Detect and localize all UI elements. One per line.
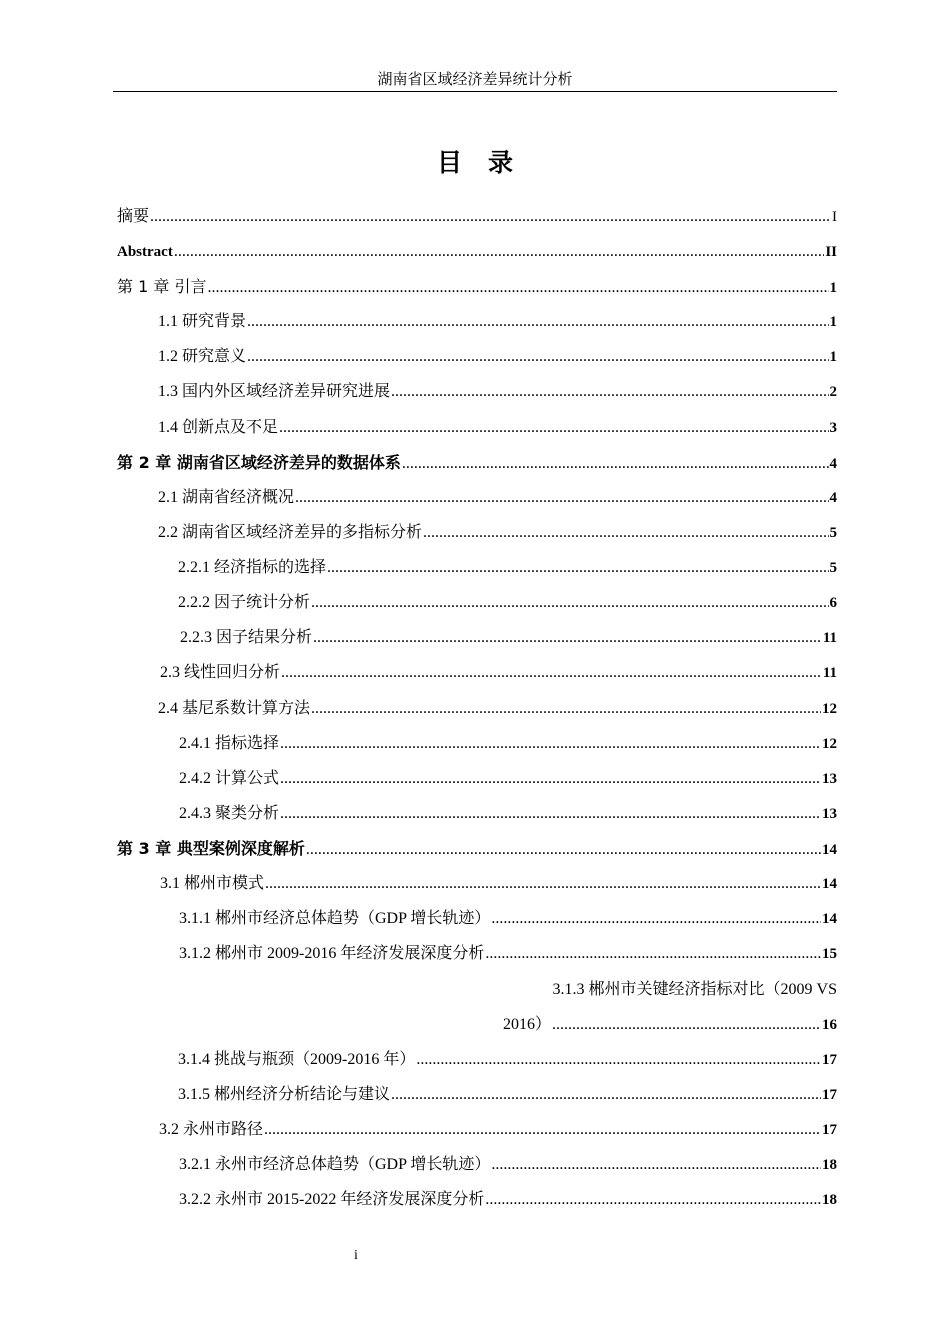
toc-entry-2-2-1[interactable] [178, 558, 837, 578]
toc-entry-1-4[interactable] [158, 418, 837, 438]
toc-entry-page: 5 [829, 525, 837, 541]
toc-entry-2-4-3[interactable] [179, 804, 837, 824]
toc-entry-label: 2.4.1 指标选择 [179, 735, 280, 752]
toc-entry-label: 3.1 郴州市模式 [160, 875, 265, 892]
toc-entry-3-2[interactable] [159, 1120, 837, 1140]
toc-entry-page: 4 [829, 490, 837, 506]
toc-entry-3-1-4[interactable] [178, 1050, 837, 1070]
toc-entry-page: 12 [822, 736, 837, 752]
toc-entry-page: 16 [822, 1017, 837, 1033]
toc-entry-label: 摘要 [117, 206, 150, 225]
toc-entry-label: 3.1.4 挑战与瓶颈（2009-2016 年） [178, 1051, 416, 1068]
toc-entry-page: 14 [822, 876, 837, 892]
toc-entry-page: 14 [822, 911, 837, 927]
toc-entry-page: 13 [822, 771, 837, 787]
toc-leader-dots [311, 593, 828, 613]
toc-leader-dots [391, 1085, 821, 1105]
toc-entry-page: 13 [822, 806, 837, 822]
toc-entry-3-2-2[interactable] [179, 1190, 837, 1210]
toc-leader-dots [265, 874, 821, 894]
toc-entry-chapter-3[interactable] [117, 839, 837, 860]
toc-entry-page: 18 [822, 1192, 837, 1208]
toc-entry-3-2-1[interactable] [179, 1155, 837, 1175]
toc-entry-page: 1 [829, 349, 837, 365]
toc-leader-dots [174, 242, 824, 262]
toc-leader-dots [391, 382, 828, 402]
toc-entry-page: 6 [829, 595, 837, 611]
toc-entry-3-1-1[interactable] [179, 909, 837, 929]
toc-entry-label: 2.4.3 聚类分析 [179, 805, 280, 822]
toc-entry-3-1-3-line1[interactable]: 3.1.3 郴州市关键经济指标对比（2009 VS [552, 981, 837, 998]
toc-entry-page: 14 [822, 842, 837, 858]
toc-entry-2-1[interactable] [158, 488, 837, 508]
toc-leader-dots [491, 909, 821, 929]
toc-leader-dots [552, 1015, 821, 1035]
toc-entry-abstract-en[interactable] [117, 242, 837, 262]
toc-entry-label: 2.4.2 计算公式 [179, 770, 280, 787]
toc-entry-2-2[interactable] [158, 523, 837, 543]
toc-leader-dots [280, 804, 821, 824]
toc-entry-chapter-1[interactable] [117, 277, 837, 298]
toc-entry-page: 12 [822, 701, 837, 717]
toc-leader-dots [281, 663, 822, 683]
toc-leader-dots [402, 454, 829, 474]
toc-entry-label: Abstract [117, 244, 173, 260]
toc-entry-abstract-cn[interactable] [117, 206, 837, 227]
toc-title: 目录 [436, 148, 539, 177]
toc-entry-3-1-5[interactable] [178, 1085, 837, 1105]
toc-leader-dots [485, 1190, 821, 1210]
page-number: i [354, 1248, 358, 1263]
toc-entry-2-3[interactable] [160, 663, 837, 683]
toc-entry-page: I [832, 209, 837, 225]
toc-entry-3-1-2[interactable] [179, 944, 837, 964]
toc-entry-label: 3.1.5 郴州经济分析结论与建议 [178, 1086, 391, 1103]
toc-entry-label: 2.3 线性回归分析 [160, 664, 281, 681]
toc-leader-dots [279, 418, 828, 438]
toc-entry-page: 17 [822, 1087, 837, 1103]
toc-entry-1-1[interactable] [158, 312, 837, 332]
toc-entry-page: 5 [829, 560, 837, 576]
toc-entry-label: 3.2 永州市路径 [159, 1121, 264, 1138]
toc-leader-dots [150, 207, 831, 227]
toc-leader-dots [207, 278, 828, 298]
toc-entry-page: 2 [829, 384, 837, 400]
toc-entry-label: 1.3 国内外区域经济差异研究进展 [158, 383, 391, 400]
toc-entry-3-1-3[interactable] [503, 1015, 837, 1035]
toc-leader-dots [247, 312, 828, 332]
toc-leader-dots [311, 699, 821, 719]
toc-entry-page: 4 [829, 456, 837, 472]
toc-entry-3-1[interactable] [160, 874, 837, 894]
toc-entry-label: 3.2.2 永州市 2015-2022 年经济发展深度分析 [179, 1191, 485, 1208]
toc-entry-page: 18 [822, 1157, 837, 1173]
toc-entry-page: 3 [829, 420, 837, 436]
toc-entry-page: 1 [829, 280, 837, 296]
toc-entry-label: 3.1.2 郴州市 2009-2016 年经济发展深度分析 [179, 945, 485, 962]
toc-entry-2-2-2[interactable] [178, 593, 837, 613]
toc-entry-1-3[interactable] [158, 382, 837, 402]
toc-entry-page: 11 [822, 665, 837, 681]
toc-leader-dots [280, 769, 821, 789]
toc-leader-dots [485, 944, 821, 964]
toc-entry-label: 1.2 研究意义 [158, 348, 247, 365]
toc-entry-2-4-1[interactable] [179, 734, 837, 754]
toc-leader-dots [313, 628, 822, 648]
running-header: 湖南省区域经济差异统计分析 [113, 68, 837, 92]
toc-leader-dots [280, 734, 821, 754]
toc-entry-label: 3.1.1 郴州市经济总体趋势（GDP 增长轨迹） [179, 910, 491, 927]
toc-entry-page: 15 [822, 946, 837, 962]
toc-entry-label: 2.1 湖南省经济概况 [158, 489, 295, 506]
toc-entry-label: 2.2.3 因子结果分析 [180, 629, 313, 646]
toc-entry-label: 2.2.2 因子统计分析 [178, 594, 311, 611]
toc-entry-label: 第 2 章 湖南省区域经济差异的数据体系 [117, 453, 401, 472]
toc-entry-label: 2.2.1 经济指标的选择 [178, 559, 327, 576]
toc-leader-dots [416, 1050, 821, 1070]
toc-entry-1-2[interactable] [158, 347, 837, 367]
toc-entry-page: 11 [822, 630, 837, 646]
toc-entry-chapter-2[interactable] [117, 453, 837, 474]
toc-entry-label: 第 3 章 典型案例深度解析 [117, 839, 305, 858]
toc-entry-label: 3.2.1 永州市经济总体趋势（GDP 增长轨迹） [179, 1156, 491, 1173]
toc-entry-2-4[interactable] [158, 699, 837, 719]
toc-leader-dots [295, 488, 828, 508]
toc-entry-label: 2016） [503, 1016, 552, 1033]
toc-entry-2-4-2[interactable] [179, 769, 837, 789]
toc-entry-label: 2.4 基尼系数计算方法 [158, 700, 311, 717]
toc-leader-dots [264, 1120, 821, 1140]
toc-entry-label: 1.4 创新点及不足 [158, 419, 279, 436]
toc-leader-dots [247, 347, 828, 367]
toc-entry-label: 2.2 湖南省区域经济差异的多指标分析 [158, 524, 423, 541]
toc-entry-page: 17 [822, 1052, 837, 1068]
toc-entry-2-2-3[interactable] [180, 628, 837, 648]
toc-leader-dots [423, 523, 828, 543]
toc-entry-label: 第 1 章 引言 [117, 277, 207, 296]
toc-entry-page: II [825, 244, 837, 260]
toc-entry-page: 17 [822, 1122, 837, 1138]
toc-leader-dots [327, 558, 828, 578]
toc-leader-dots [306, 840, 821, 860]
toc-leader-dots [491, 1155, 821, 1175]
toc-entry-page: 1 [829, 314, 837, 330]
toc-entry-label: 1.1 研究背景 [158, 313, 247, 330]
